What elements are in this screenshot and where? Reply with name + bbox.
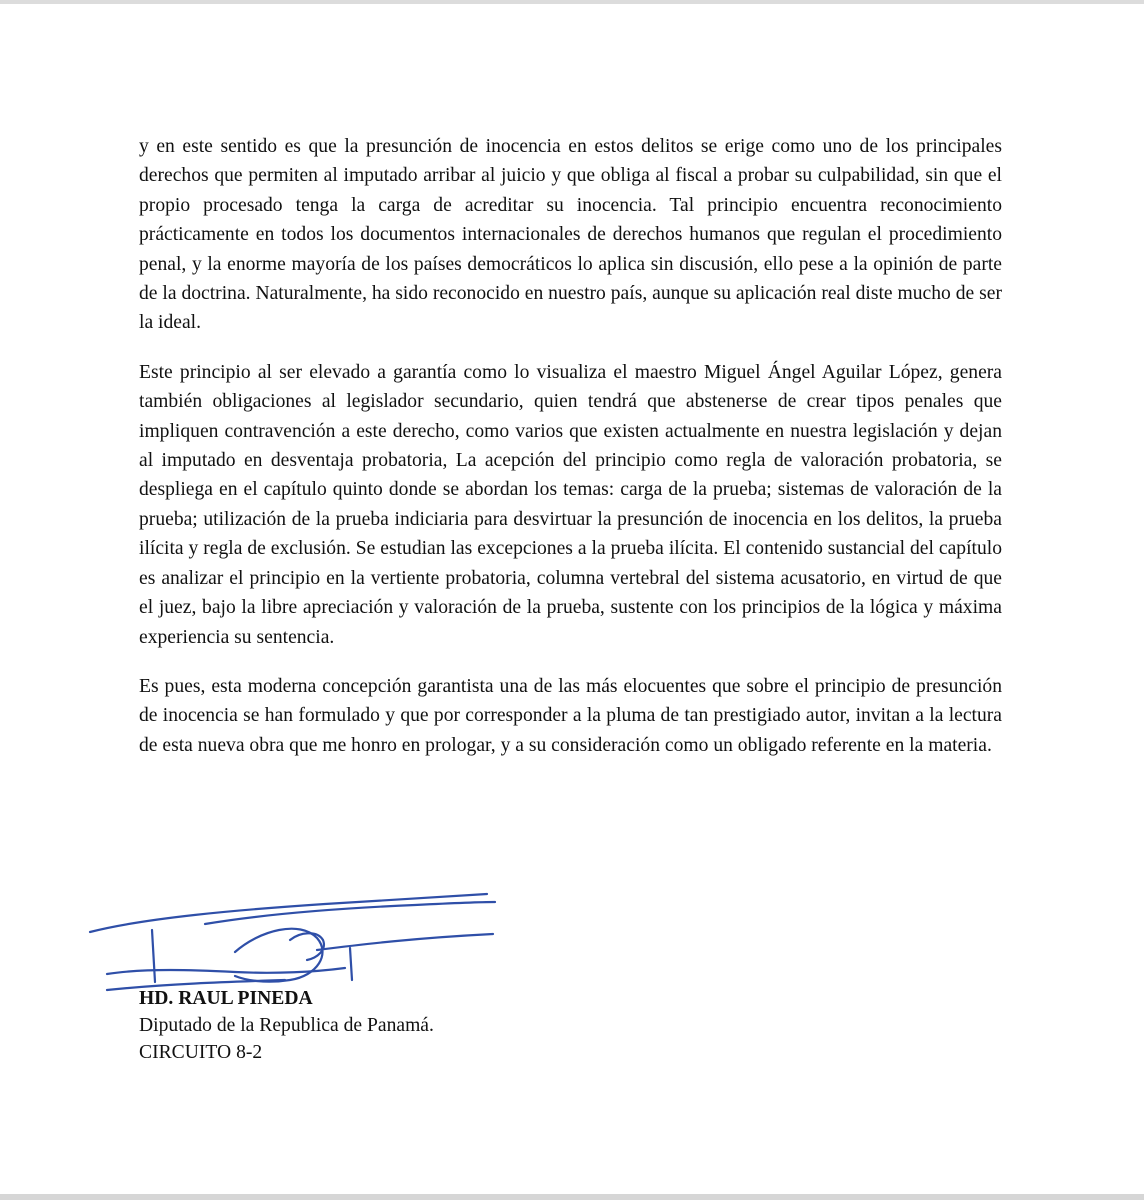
signer-title: Diputado de la Republica de Panamá. [139, 1015, 434, 1036]
signer-circuit: CIRCUITO 8-2 [139, 1042, 263, 1063]
paragraph-3: Es pues, esta moderna concepción garantista una de las más elocuentes que sobre el principio de presunción de inocencia se han formulado y que por corresponder a la pluma de tan prestigiado autor, invitan a la lectura de esta nueva obra que me honro en prologar, y a su consideración como un obligado referente en la materia. [139, 675, 1002, 756]
paragraph-2: Este principio al ser elevado a garantía como lo visualiza el maestro Miguel Ángel Aguilar López, genera también obligaciones al legislador secundario, quien tendrá que abstenerse de crear tipos penales que impliquen contravención a este derecho, como varios que existen actualmente en nuestra legislación y dejan al imputado en desventaja probatoria, La acepción del principio como regla de valoración probatoria, se despliega en el capítulo quinto donde se abordan los temas: carga de la prueba; sistemas de valoración de la prueba; utilización de la prueba indiciaria para desvirtuar la presunción de inocencia en los delitos, la prueba ilícita y regla de exclusión. Se estudian las excepciones a la prueba ilícita. El contenido sustancial del capítulo es analizar el principio en la vertiente probatoria, columna vertebral del sistema acusatorio, en virtud de que el juez, bajo la libre apreciación y valoración de la prueba, sustente con los principios de la lógica y máxima experiencia su sentencia. [139, 361, 1002, 648]
page-top-edge [0, 0, 1144, 4]
page-bottom-edge [0, 1194, 1144, 1200]
signer-name: HD. RAUL PINEDA [139, 988, 313, 1009]
signer-block [139, 985, 434, 1066]
paragraph-1: y en este sentido es que la presunción de inocencia en estos delitos se erige como uno de los principales derechos que permiten al imputado arribar al juicio y que obliga al fiscal a probar su culpabilidad, sin que el propio procesado tenga la carga de acreditar su inocencia. Tal principio encuentra reconocimiento prácticamente en todos los documentos internacionales de derechos humanos que regulan el procedimiento penal, y la enorme mayoría de los países democráticos lo aplica sin discusión, ello pese a la opinión de parte de la doctrina. Naturalmente, ha sido reconocido en nuestro país, aunque su aplicación real diste mucho de ser la ideal. [139, 136, 1002, 334]
document-body [139, 132, 1002, 780]
